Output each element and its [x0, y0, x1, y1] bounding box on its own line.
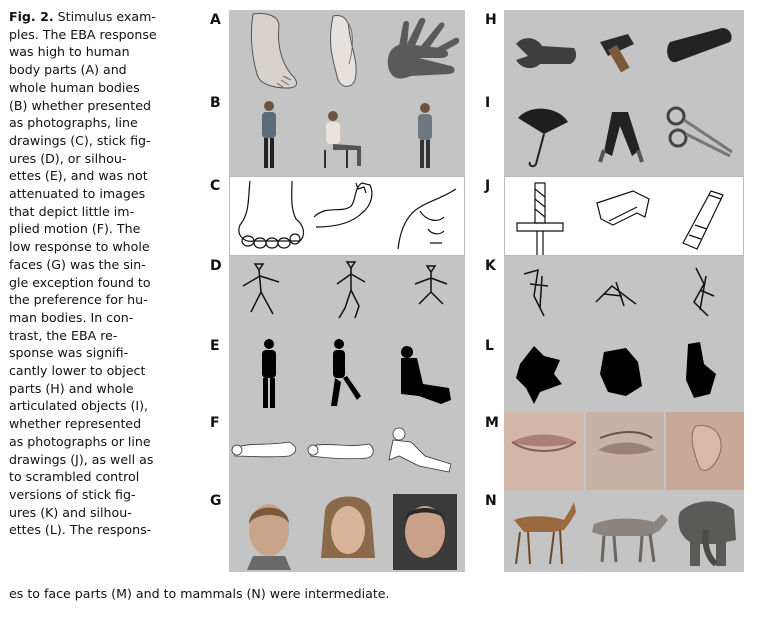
caption-line: the preference for hu-	[9, 292, 148, 308]
reclining-figure-drawing	[389, 428, 451, 472]
caption-line: to scrambled control	[9, 469, 140, 485]
stick-figure-image	[243, 264, 279, 314]
panel-k-scrambled-sticks	[504, 256, 744, 334]
scrambled-silhouette-image	[686, 342, 716, 398]
standing-man-2-image	[418, 103, 432, 168]
face-image	[247, 504, 291, 570]
panel-g-faces	[229, 490, 465, 572]
pliers-image	[600, 112, 642, 162]
stapler-drawing	[597, 191, 649, 225]
scrambled-silhouette-image	[516, 346, 562, 404]
umbrella-image	[518, 109, 568, 167]
panel-label-n: N	[485, 493, 497, 509]
foot-image	[251, 14, 296, 89]
caption-line: man bodies. In con-	[9, 309, 134, 325]
sword-drawing	[517, 183, 563, 255]
panel-j-object-drawings	[504, 176, 744, 256]
panel-label-b: B	[210, 95, 221, 111]
caption-line: as photographs or line	[9, 433, 151, 449]
scrambled-stick-image	[694, 268, 714, 316]
panel-l-scrambled-silhouettes	[504, 334, 744, 412]
panel-label-e: E	[210, 338, 220, 354]
caption-line: ples. The EBA response	[9, 26, 157, 42]
panel-label-k: K	[485, 258, 496, 274]
caption-line: plied motion (F). The	[9, 221, 141, 237]
panel-label-i: I	[485, 95, 491, 111]
panel-a-body-parts	[229, 10, 465, 94]
arm-drawing	[314, 183, 372, 227]
hammer-image	[600, 34, 634, 73]
panel-label-g: G	[210, 493, 222, 509]
caption-line: drawings (C), stick fig-	[9, 132, 151, 148]
arm-image	[330, 16, 356, 87]
caption-line: sponse was signifi-	[9, 345, 129, 361]
caption-line: parts (H) and whole	[9, 380, 134, 396]
panel-label-d: D	[210, 258, 222, 274]
caption-line: versions of stick fig-	[9, 486, 136, 502]
panel-i-whole-objects	[504, 94, 744, 176]
caption-line: articulated objects (I),	[9, 398, 149, 414]
eye-image	[586, 412, 664, 490]
silhouette-image	[331, 339, 361, 406]
elephant-image	[678, 501, 736, 566]
caption-line: low response to whole	[9, 239, 150, 255]
panel-b-whole-bodies	[229, 94, 465, 176]
caption-line: faces (G) was the sin-	[9, 256, 146, 272]
panel-n-mammals	[504, 490, 744, 572]
caption-line: ures (D), or silhou-	[9, 150, 127, 166]
panel-label-m: M	[485, 415, 499, 431]
seated-man-image	[325, 111, 361, 168]
caption-line: attenuated to images	[9, 186, 146, 202]
panel-label-h: H	[485, 12, 497, 28]
caption-line: gle exception found to	[9, 274, 151, 290]
caption-line: body parts (A) and	[9, 62, 127, 78]
caption-line: was high to human	[9, 44, 130, 60]
figure-label: Fig. 2.	[9, 9, 54, 24]
caption-line: drawings (J), as well as	[9, 451, 154, 467]
scissors-image	[668, 108, 732, 156]
panel-label-j: J	[485, 178, 491, 194]
face-image	[393, 494, 457, 570]
silhouette-image	[401, 346, 451, 404]
reclining-figure-drawing	[308, 444, 373, 459]
gazelle-image	[514, 502, 576, 564]
caption-line: ettes (L). The respons-	[9, 522, 152, 538]
stick-figure-image	[337, 262, 365, 318]
ear-image	[666, 412, 744, 490]
panel-h-object-parts	[504, 10, 744, 94]
panel-f-low-motion	[229, 412, 465, 490]
hand-image	[388, 18, 459, 79]
caption-line: ures (K) and silhou-	[9, 504, 132, 520]
panel-label-a: A	[210, 12, 221, 28]
caption-tail: es to face parts (M) and to mammals (N) were intermediate.	[9, 586, 390, 601]
panel-m-face-parts	[504, 412, 744, 490]
caption-line: (B) whether presented	[9, 97, 151, 113]
standing-man-image	[262, 101, 276, 168]
panel-label-f: F	[210, 415, 220, 431]
caption-line: trast, the EBA re-	[9, 327, 118, 343]
panel-d-stick-figures	[229, 256, 465, 334]
flashlight-image	[667, 28, 731, 62]
flashlight-drawing	[683, 191, 723, 249]
scrambled-silhouette-image	[600, 348, 642, 396]
wrench-image	[516, 38, 576, 68]
reclining-figure-drawing	[232, 442, 296, 457]
scrambled-stick-image	[596, 282, 636, 306]
scrambled-stick-image	[524, 270, 548, 316]
caption-line: that depict little im-	[9, 203, 135, 219]
caption-line: as photographs, line	[9, 115, 138, 131]
mouth-image	[504, 412, 584, 490]
caption-line: whether represented	[9, 416, 142, 432]
face-image	[321, 497, 375, 559]
torso-drawing	[398, 189, 456, 249]
caption-line: ettes (E), and was not	[9, 168, 148, 184]
panel-c-line-drawings	[229, 176, 465, 256]
caption-line: cantly lower to object	[9, 363, 146, 379]
foot-drawing	[239, 181, 304, 248]
panel-label-c: C	[210, 178, 221, 194]
silhouette-image	[262, 339, 276, 408]
caption-line: whole human bodies	[9, 79, 140, 95]
panel-e-silhouettes	[229, 334, 465, 412]
stick-figure-image	[415, 266, 447, 304]
panel-label-l: L	[485, 338, 494, 354]
caption-line: Stimulus exam-	[53, 9, 156, 24]
wolf-image	[592, 514, 668, 562]
figure-caption	[9, 8, 187, 539]
